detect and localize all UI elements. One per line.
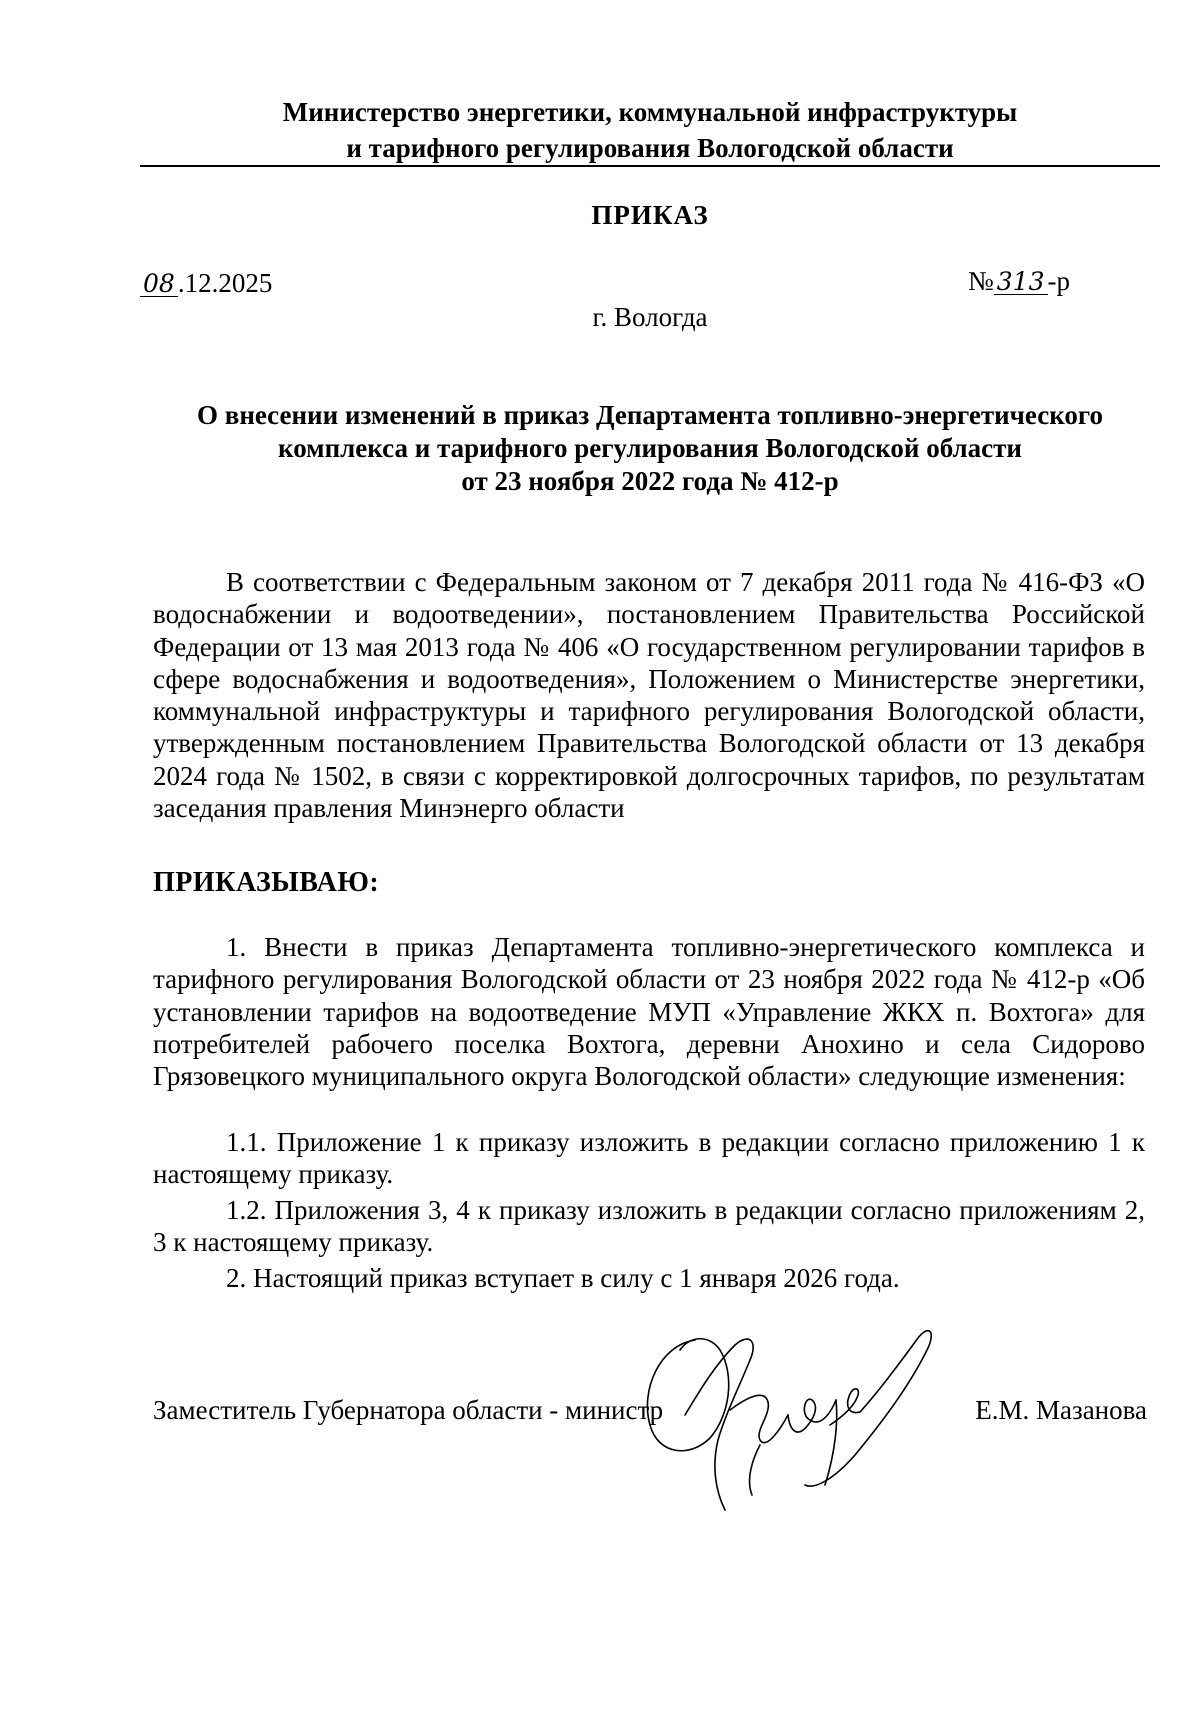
- ministry-header-line-1: Министерство энергетики, коммунальной инфраструктуры: [282, 97, 1018, 127]
- order-item-2: 2. Настоящий приказ вступает в силу с 1 января 2026 года.: [226, 1263, 900, 1293]
- order-item-1: 1. Внести в приказ Департамента топливно-энергетического комплекса и тарифного регулирования Вологодской области от 23 ноября 2022 года № 412-р «Об установлении тарифов на водоотведение МУП «Управление ЖКХ п. Вохтога» для потребителей рабочего поселка Вохтога, деревни Анохино и села Сидорово Грязовецкого муниципального округа Вологодской области» следующие изменения:: [153, 932, 1145, 1092]
- subject-line-1: О внесении изменений в приказ Департамента топливно-энергетического: [196, 400, 1103, 430]
- number-sign: №: [968, 266, 994, 296]
- number-suffix: -р: [1047, 266, 1070, 296]
- order-item-1-2: 1.2. Приложения 3, 4 к приказу изложить в редакции согласно приложениям 2, 3 к настоящему приказу.: [153, 1195, 1145, 1258]
- order-subject: [140, 399, 1160, 498]
- subject-line-2: комплекса и тарифного регулирования Вологодской области: [278, 433, 1022, 463]
- subject-line-3: от 23 ноября 2022 года № 412-р: [461, 466, 839, 496]
- document-number: [968, 266, 1070, 297]
- preamble-paragraph: В соответствии с Федеральным законом от 7 декабря 2011 года № 416-ФЗ «О водоснабжении и водоотведении», постановлением Правительства Российской Федерации от 13 мая 2013 года № 406 «О государственном регулировании тарифов в сфере водоснабжения и водоотведения», Положением о Министерстве энергетики, коммунальной инфраструктуры и тарифного регулирования Вологодской области, утвержденным постановлением Правительства Вологодской области от 13 декабря 2024 года № 1502, в связи с корректировкой долгосрочных тарифов, по результатам заседания правления Минэнерго области: [153, 567, 1145, 824]
- decree-word: ПРИКАЗЫВАЮ:: [153, 867, 380, 898]
- signatory-role: Заместитель Губернатора области - министр: [153, 1395, 664, 1425]
- document-type-title: ПРИКАЗ: [591, 200, 709, 230]
- date-month-year: .12.2025: [177, 268, 273, 298]
- signatory-name: Е.М. Мазанова: [975, 1395, 1147, 1425]
- handwritten-number: 313: [994, 270, 1048, 295]
- ministry-header: [140, 94, 1160, 166]
- handwritten-day: 08: [140, 272, 178, 297]
- document-date: [140, 268, 272, 299]
- handwritten-signature: [640, 1320, 960, 1530]
- header-divider: [140, 165, 1160, 167]
- issue-city: г. Вологда: [592, 302, 708, 332]
- ministry-header-line-2: и тарифного регулирования Вологодской области: [346, 133, 954, 163]
- order-item-1-1: 1.1. Приложение 1 к приказу изложить в редакции согласно приложению 1 к настоящему приказу.: [153, 1127, 1145, 1190]
